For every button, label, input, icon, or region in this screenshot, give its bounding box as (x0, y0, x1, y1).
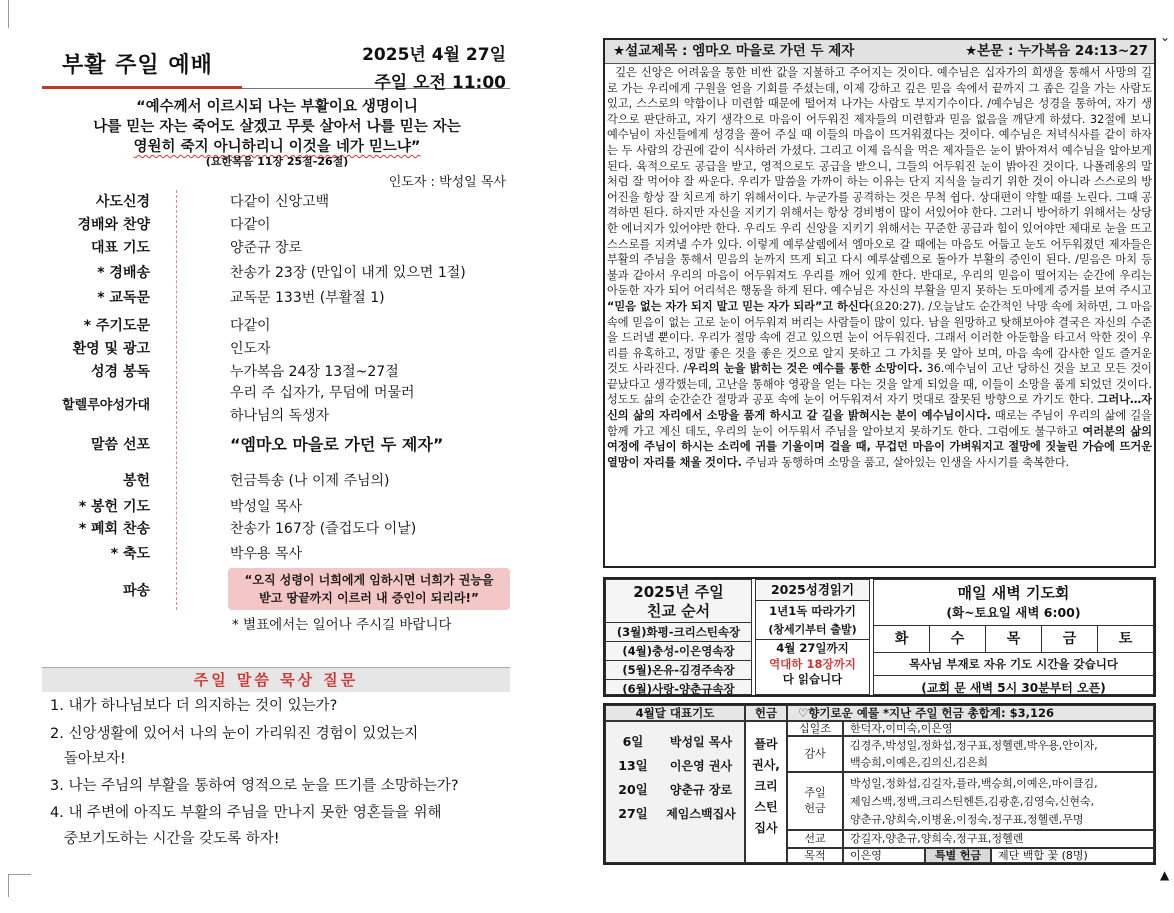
sermon-title: “엠마오 마을로 가던 두 제자” (230, 435, 444, 454)
question-item: 1. 내가 하나님보다 더 의지하는 것이 있는가? (50, 698, 338, 714)
day-cell: 금 (1042, 626, 1098, 652)
day-cell: 목 (986, 626, 1042, 652)
collector-line: 권사, (752, 758, 780, 772)
order-label: 파송 (122, 583, 150, 599)
prayer-schedule-header: 4월달 대표기도 (605, 705, 745, 721)
offering-names: 박성일,정화섭,김길자,플라,백승희,이예은,마이클김, 제임스백,정백,크리스틴헨튼,김광훈,김영숙,신현숙, 양춘규,양희숙,이병윤,이정숙,정구표,정헬렌,무명 (843, 772, 1154, 830)
day-cell: 토 (1118, 631, 1133, 647)
theme-verse (42, 97, 512, 157)
corner-arrow-bottom: ▲ (1160, 868, 1170, 882)
prayer-leader: 이은영 권사 (669, 759, 733, 773)
order-value: 다같이 (230, 217, 271, 233)
order-value: 헌금특송 (나 이제 주님의) (230, 473, 390, 489)
service-time: 주일 오전 11:00 (374, 73, 506, 93)
order-value: 다같이 신앙고백 (230, 194, 330, 210)
theme-verse-reference: (요한복음 11장 25절-26절) (205, 155, 349, 168)
collector-line: 스틴 (754, 800, 778, 814)
order-label: 할렐루야성가대 (62, 398, 150, 413)
offering-type: 목적 (787, 848, 843, 863)
bible-reading-line: 1년1독 따라가기 (769, 604, 856, 618)
question-item: 중보기도하는 시간을 갖도록 하자! (50, 831, 280, 847)
prayer-schedule (605, 721, 745, 863)
sermon-text: 깊은 신앙은 어려움을 통한 비싼 값을 지불하고 주어지는 것이다. 예수님은 십자가의 희생을 통해서 사망의 길로 가는 우리에게 구원을 얻을 기회를 주셨는데, 이제 강하고 깊은 믿음 속에서 끝까지 그 좁은 길을 가는 사람도 있고, 스스로의 약함이나 미련함 때문에 떨어져 나가는 사람도 부지기수이다. /예수님은 성경을 통하여, 자기 생각으로 판단하고, 자기 생각으로 마음이 어두워진 제자들의 미련함과 믿음 없음을 깨닫게 하셨다. 32절에 보니 예수님이 자신들에게 성경을 풀어 주실 때 이들의 마음이 뜨거워졌다는 것이다. 예수님은 저녁식사를 같이 하자는 두 사람의 강권에 같이 식사하러 가셨다. 그리고 이제 음식을 먹은 제자들은 눈이 밝아져서 예수님을 알아보게 된다. 육적으로도 공급을 받고, 영적으로도 공급을 받으니, 그들의 어두워진 눈이 밝아진 것이다. 나폴레옹의 말처럼 잘 먹어야 잘 싸운다. 우리가 말씀을 가까이 하는 이유는 단지 지식을 늘리기 위한 것이 아니라 스스로의 방어진을 항상 잘 치르게 하기 위해서이다. 누군가를 공격하는 것은 무척 쉽다. 상대편이 약할 때를 노린다. 그때 공격하면 된다. 하지만 자신을 지키기 위해서는 항상 경비병이 많이 서있어야 한다. 그러니 방어하기 위해서는 상당한 에너지가 있어야만 한다. 우리도 우리 신앙을 지키기 위해서는 꾸준한 공급과 힘이 있어야만 제대로 눈을 뜨고 스스로를 지켜낼 수가 있다. 이렇게 예루살렘에서 엠마오로 갈 때에는 마음도 어둡고 눈도 어두워졌던 제자들은 부활의 주님을 통해서 믿음의 눈까지 뜨게 되고 다시 예루살렘으로 돌아가 부활의 증인이 된다. /믿음은 마치 등불과 같아서 우리의 마음이 어두워져도 우리를 깨어 있게 한다. 반대로, 우리의 믿음이 떨어지는 순간에 우리는 아둔한 자가 되어 어리석은 행동을 하게 된다. 예수님은 자신의 부활을 믿지 못하는 도마에게 증거를 보여 주시고 (607, 66, 1152, 298)
order-label: 말씀 선포 (91, 437, 150, 453)
dawn-prayer-title: 매일 새벽 기도회 (957, 584, 1070, 602)
fellowship-subtitle: 친교 순서 (646, 602, 711, 620)
order-label: 환영 및 광고 (72, 341, 150, 357)
crop-mark-bottom-left (8, 874, 31, 897)
theme-verse-line: “예수께서 이르시되 나는 부활이요 생명이니 (136, 99, 418, 115)
day-cell: 화 (874, 626, 930, 652)
sermon-title-label: ★설교제목 : 엠마오 마을로 가던 두 제자 (613, 43, 855, 59)
fellowship-item: (5월)온유-김경주속장 (606, 660, 751, 679)
order-value: 박성일 목사 (230, 499, 303, 515)
sermon-text: 주님과 동행하며 소망을 품고, 살아있는 인생을 사시기를 축복한다. (741, 455, 1070, 469)
service-date: 2025년 4월 27일 (362, 45, 506, 65)
order-value: 찬송가 23장 (만입이 내게 있으면 1절) (230, 265, 466, 281)
dawn-prayer-subtitle: (화~토요일 새벽 6:00) (946, 605, 1081, 620)
prayer-date: 27일 (618, 806, 648, 821)
sending-verse-line: “오직 성령이 너희에게 임하시면 너희가 권능을 (244, 573, 494, 587)
question-item: 돌아보자! (50, 751, 126, 767)
offering-type: 감사 (787, 736, 843, 772)
fellowship-item: (6월)사랑-양춘규속장 (606, 679, 751, 698)
bible-reading-line: 다 읽습니다 (782, 672, 843, 686)
prayer-leader: 제임스백집사 (666, 807, 736, 821)
order-value: 찬송가 167장 (즐겁도다 이날) (230, 521, 417, 537)
prayer-leaders (658, 730, 744, 826)
bible-reading-title: 2025성경읽기 (756, 580, 869, 601)
order-label: 봉헌 (122, 473, 150, 489)
bible-reading-line: 4월 27일까지 (776, 641, 849, 655)
order-label: 대표 기도 (91, 240, 150, 256)
order-divider (176, 190, 177, 610)
sermon-emphasis: 우리의 눈을 밝히는 것은 예수를 통한 소망이다. (687, 362, 923, 376)
order-value: 인도자 (230, 341, 271, 357)
prayer-leader: 박성일 목사 (669, 735, 733, 749)
dawn-prayer-days (874, 625, 1153, 653)
order-label: * 폐회 찬송 (78, 521, 150, 537)
prayer-dates (616, 730, 650, 826)
offering-collector-header: 헌금 (745, 705, 787, 721)
question-item: 2. 신앙생활에 있어서 나의 눈이 가리워진 경험이 있었는지 (50, 726, 419, 742)
fellowship-item: (3월)화평-크리스틴속장 (606, 622, 751, 641)
bible-reading-line: 역대하 18장까지 (769, 657, 856, 671)
meditation-questions-header: 주일 말씀 묵상 질문 (42, 667, 510, 692)
question-item: 4. 내 주변에 아직도 부활의 주님을 만나지 못한 영혼들을 위해 (50, 805, 442, 821)
order-label: 성경 봉독 (91, 364, 150, 380)
order-value: 양준규 장로 (230, 240, 303, 256)
dawn-prayer-note: 목사님 부재로 자유 기도 시간을 갖습니다 (874, 653, 1153, 676)
order-value: 박우용 목사 (230, 546, 303, 562)
sending-verse-box (228, 568, 510, 610)
offering-total-header: ♡향기로운 예물 *지난 주일 헌금 총합계: $3,126 (787, 705, 1154, 721)
crop-mark-top-left (8, 0, 31, 28)
order-value: 교독문 133번 (부활절 1) (230, 290, 385, 306)
collector-line: 플라 (754, 737, 778, 751)
dawn-prayer (873, 579, 1154, 695)
order-value: 누가복음 24장 13절~27절 (230, 364, 399, 380)
order-label: * 주기도문 (83, 318, 150, 334)
bible-reading-line: (창세기부터 출발) (756, 621, 869, 640)
offering-type: 십일조 (787, 721, 843, 736)
prayer-leader: 양춘규 장로 (669, 783, 733, 797)
collector-line: 집사 (754, 821, 778, 835)
order-label: * 경배송 (97, 265, 150, 281)
sermon-text: 때로는 주님이 우리의 삶에 길을 함께 가고 계신 데도, 우리의 눈이 어두워서 주님을 알아보지 못하기도 한다. 그럼에도 불구하고 (607, 409, 1152, 438)
theme-verse-line: 영원히 죽지 아니하리니 이것을 네가 믿느냐” (133, 139, 421, 155)
sermon-emphasis: 그러나…자신의 삶의 자리에서 소망을 품게 하시고 갈 길을 밝혀시는 분이 예수님이시다. (607, 393, 1152, 423)
special-offering-label: 특별 헌금 (925, 848, 991, 863)
offering-type: 주일 헌금 (787, 772, 843, 830)
sermon-text: (요20:27). /오늘날도 순간적인 낙망 속에 처하면, 그 마음 속에 믿음이 없는 고로 눈이 어두워져 버리는 사람들이 많이 있다. 남을 원망하고 탓해보아야 결국은 자신의 수준을 드러낼 뿐이다. 우리가 절망 속에 걷고 있으면 눈이 어두워진다. 그래서 이러한 아둔함을 타고서 악한 것이 우리를 유혹하고, 정말 좋은 것을 좋은 것으로 알지 못하고 그 가치를 못 알아 보며, 마음 속에 감사한 일도 즐거운 것도 사라진다. / (607, 299, 1152, 376)
prayer-date: 6일 (622, 734, 644, 749)
dawn-prayer-note: (교회 문 새벽 5시 30분부터 오픈) (921, 681, 1106, 695)
offering-collector (745, 721, 787, 863)
sermon-emphasis: 여러분의 삶의 여정에 주님이 하시는 소리에 귀를 기울이며 걸을 때, 무겁던 마음이 가벼워지고 절망에 짓눌린 가슴에 뜨거운 열망이 자리를 채울 것이다. (607, 424, 1152, 469)
offering-names: 강길자,양춘규,양희숙,정구표,정헬렌 (843, 830, 1154, 848)
fellowship-order (605, 579, 752, 695)
question-item: 3. 나는 주님의 부활을 통하여 영적으로 눈을 뜨기를 소망하는가? (50, 778, 459, 794)
day-cell: 수 (930, 626, 986, 652)
collector-line: 크리 (754, 779, 778, 793)
sermon-emphasis: “믿음 없는 자가 되지 말고 믿는 자가 되라”고 하신다 (607, 299, 870, 313)
offering-names: 한덕자,이미숙,이은영 (843, 721, 1154, 736)
order-label: 경배와 찬양 (77, 217, 150, 233)
offering-names: 김경주,박성일,정화섭,정구표,정헬렌,박우용,안이자, 백승희,이예은,김의신,김은희 (843, 736, 1154, 772)
corner-arrow-top: ⌄ (1160, 30, 1171, 44)
title-underline (42, 86, 242, 89)
offering-type: 선교 (787, 830, 843, 848)
order-label: * 축도 (110, 546, 150, 562)
prayer-date: 20일 (618, 782, 648, 797)
bible-reading (755, 579, 870, 695)
sermon-body (607, 65, 1152, 566)
worship-leader: 인도자 : 박성일 목사 (388, 175, 506, 190)
sermon-header (605, 40, 1154, 64)
theme-verse-line: 나를 믿는 자는 죽어도 살겠고 무릇 살아서 나를 믿는 자는 (93, 119, 461, 135)
order-value: 다같이 (230, 318, 271, 334)
sermon-text: 36.예수님이 고난 당하신 것을 보고 모든 것이 끝났다고 생각했는데, 고난을 통해야 영광을 얻는 다는 것을 알게 되었을 때, 이들이 소망을 품게 되었던 것이다. 성도도 삶의 순간순간 절망과 공포 속에 눈이 어두워져서 자기 멋대로 잘못된 방향으로 가기도 한다. (607, 362, 1152, 407)
special-offering-value: 제단 백합 꽃 (8명) (991, 848, 1154, 863)
fellowship-title: 2025년 주일 (633, 583, 724, 601)
bulletin-title: 부활 주일 예배 (62, 53, 213, 78)
order-value: 하나님의 독생자 (230, 408, 330, 424)
order-label: * 교독문 (97, 290, 150, 306)
sermon-scripture-label: ★본문 : 누가복음 24:13~27 (965, 43, 1148, 59)
order-value: 우리 주 십자가, 무덤에 머물러 (230, 385, 415, 401)
order-label: * 봉헌 기도 (78, 499, 150, 515)
order-label: 사도신경 (95, 194, 150, 210)
sending-verse-line: 받고 땅끝까지 이르러 내 증인이 되리라!” (259, 591, 479, 605)
offering-names: 이은영 (843, 848, 925, 863)
fellowship-item: (4월)충성-이은영속장 (606, 641, 751, 660)
stand-note: * 별표에서는 일어나 주시길 바랍니다 (232, 617, 452, 633)
prayer-date: 13일 (618, 758, 648, 773)
